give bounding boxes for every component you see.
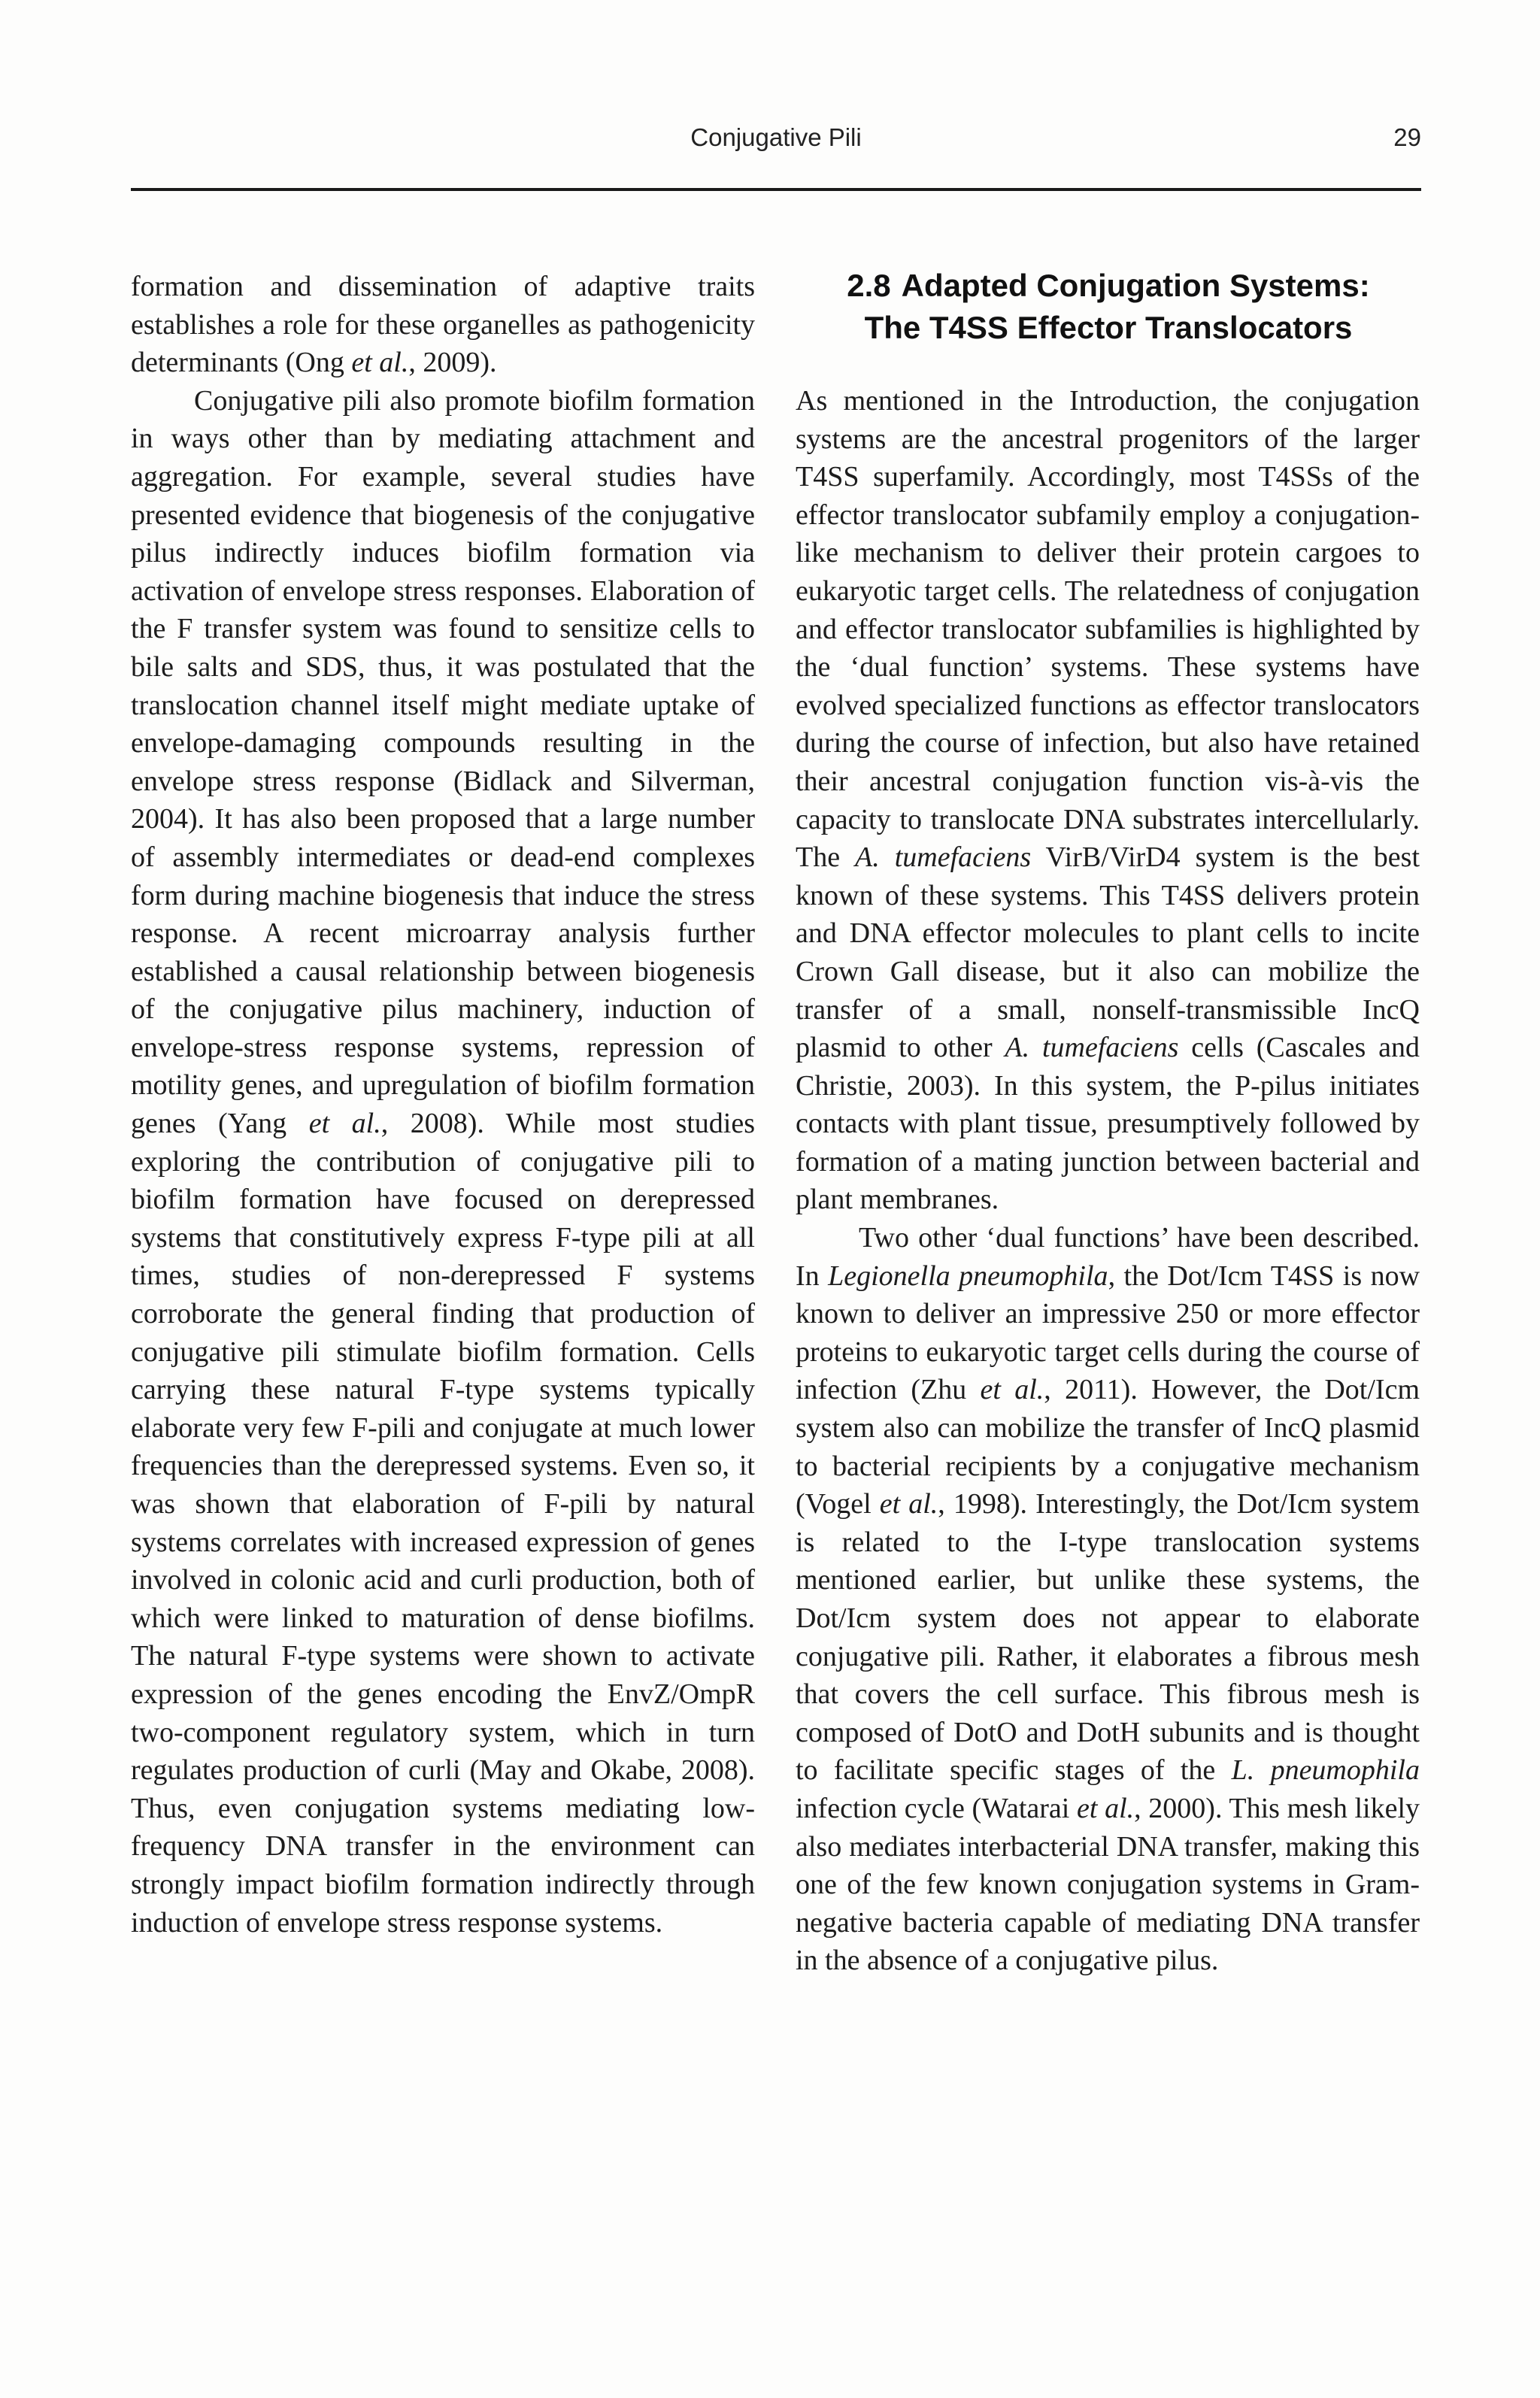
text-run: VirB/VirD4 system is the best known of these systems. This T4SS delivers protein and DNA effector molecules to plant cells to incite Crown Gall disease, but it also can mobilize the transfer of a small, nonself-transmissible IncQ plasmid to other (796, 841, 1420, 1064)
text-run: Conjugative pili also promote biofilm formation in ways other than by mediating attachment and aggregation. For example, several studies have presented evidence that biogenesis of the conjugative pilus indirectly induces biofilm formation via activation of envelope stress responses. Elaboration of the F transfer system was found to sensitize cells to bile salts and SDS, thus, it was postulated that the translocation channel itself might mediate uptake of envelope-damaging compounds resulting in the envelope stress response (Bidlack and Silverman, 2004). It has also been proposed that a large number of assembly intermediates or dead-end complexes form during machine biogenesis that induce the stress response. A recent microarray analysis further established a causal relationship between biogenesis of the conjugative pilus machinery, induction of envelope-stress response systems, repression of motility genes, and upregulation of biofilm formation genes (Yang (131, 384, 755, 1140)
right-column (796, 382, 1420, 1980)
text-run: , 2000). This mesh likely also mediates interbacterial DNA transfer, making this one of the few known conjugation systems in Gram-negative bacteria capable of mediating DNA transfer in the absence of a conjugative pilus. (796, 1792, 1420, 1977)
italic-run: et al. (308, 1108, 381, 1140)
text-run: As mentioned in the Introduction, the conjugation systems are the ancestral progenitors of the larger T4SS superfamily. Accordingly, most T4SSs of the effector translocator subfamily employ a conjugation-like mechanism to deliver their protein cargoes to eukaryotic target cells. The relatedness of conjugation and effector translocator subfamilies is highlighted by the ‘dual function’ systems. These systems have evolved specialized functions as effector translocators during the course of infection, but also have retained their ancestral conjugation function vis-à-vis the capacity to translocate DNA substrates intercellularly. The (796, 385, 1420, 874)
page-number: 29 (1393, 123, 1421, 151)
running-title: Conjugative Pili (690, 123, 862, 151)
text-run: , the Dot/Icm T4SS is now known to deliver an impressive 250 or more effector proteins to eukaryotic target cells during the course of infection (Zhu (796, 1260, 1420, 1406)
italic-run: et al. (980, 1374, 1044, 1406)
section-heading (796, 265, 1421, 349)
text-run: infection cycle (Watarai (796, 1792, 1078, 1824)
right-paragraph-1 (796, 382, 1420, 1219)
text-run: , 2008). While most studies exploring the contribution of conjugative pili to biofilm formation have focused on derepressed systems that constitutively express F-type pili at all times, studies of non-derepressed F systems corroborate the general finding that production of conjugative pili stimulate biofilm formation. Cells carrying these natural F-type systems typically elaborate very few F-pili and conjugate at much lower frequencies than the derepressed systems. Even so, it was shown that elaboration of F-pili by natural systems correlates with increased expression of genes involved in colonic acid and curli production, both of which were linked to maturation of dense biofilms. The natural F-type systems were shown to activate expression of the genes encoding the EnvZ/OmpR two-component regulatory system, which in turn regulates production of curli (May and Okabe, 2008). Thus, even conjugation systems mediating low-frequency DNA transfer in the environment can strongly impact biofilm formation indirectly through induction of envelope stress response systems. (131, 1108, 756, 1939)
left-paragraph-2 (131, 382, 755, 1942)
left-paragraph-1 (131, 268, 755, 382)
italic-run: et al. (879, 1488, 938, 1520)
section-number: 2.8 (847, 268, 891, 303)
italic-run: et al. (351, 347, 409, 379)
italic-run: L. pneumophila (1231, 1754, 1420, 1787)
text-run: Two other ‘dual functions’ have been described. In (796, 1222, 1420, 1292)
text-run: , 1998). Interestingly, the Dot/Icm system is related to the I-type translocation systems mentioned earlier, but unlike these systems, the Dot/Icm system does not appear to elaborate conjugative pili. Rather, it elaborates a fibrous mesh that covers the cell surface. This fibrous mesh is composed of DotO and DotH subunits and is thought to facilitate specific stages of the (796, 1488, 1420, 1787)
text-run: cells (Cascales and Christie, 2003). In this system, the P-pilus initiates contacts with plant tissue, presumptively followed by formation of a mating junction between bacterial and plant membranes. (796, 1032, 1420, 1216)
section-title-part-1: Adapted Conjugation Systems: (901, 268, 1370, 303)
left-column (131, 268, 755, 1942)
section-title-part-2: The T4SS Effector Translocators (864, 310, 1353, 345)
italic-run: Legionella pneumophila (828, 1260, 1108, 1292)
text-run: formation and dissemination of adaptive traits establishes a role for these organelles as pathogenicity determinants (Ong (131, 271, 755, 379)
italic-run: A. tumefaciens (1005, 1032, 1179, 1064)
text-run: , 2011). However, the Dot/Icm system also can mobilize the transfer of IncQ plasmid to bacterial recipients by a conjugative mechanism (Vogel (796, 1374, 1420, 1520)
running-header (131, 123, 1421, 159)
italic-run: A. tumefaciens (855, 841, 1032, 874)
italic-run: et al. (1077, 1792, 1135, 1824)
text-run: , 2009). (408, 347, 497, 379)
section-heading-line-1 (796, 265, 1421, 307)
header-rule (131, 188, 1421, 191)
right-paragraph-2 (796, 1219, 1420, 1980)
